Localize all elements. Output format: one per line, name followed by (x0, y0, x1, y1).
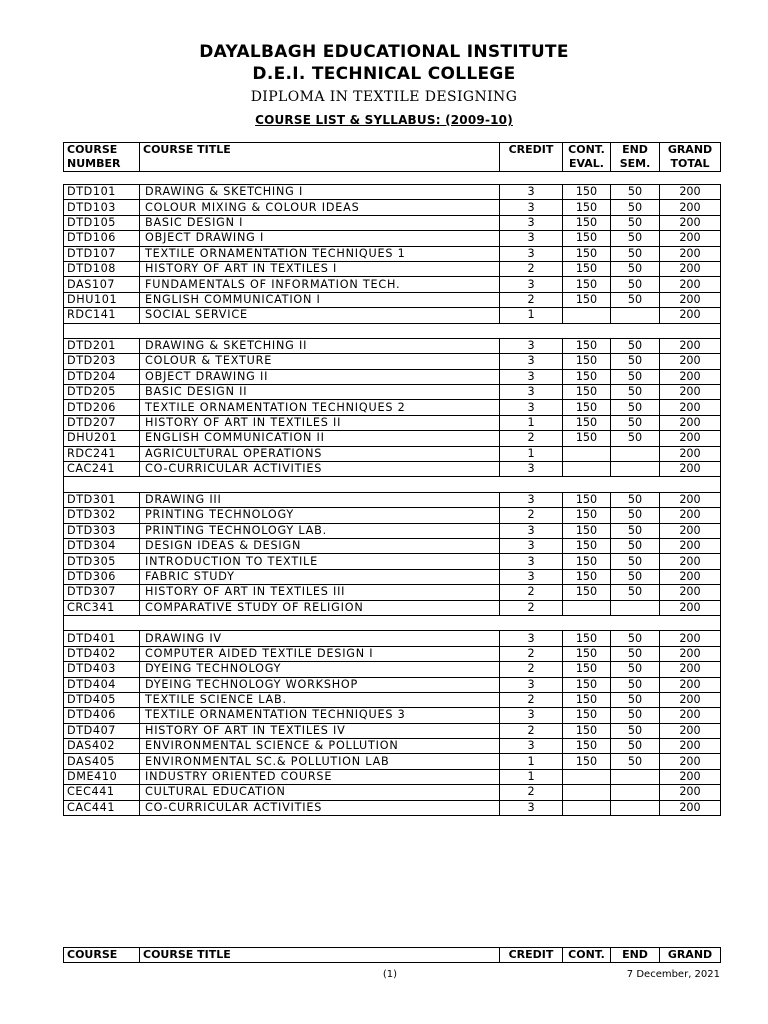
course-code: DTD307 (64, 585, 140, 600)
course-end-sem: 50 (611, 415, 660, 430)
course-end-sem: 50 (611, 662, 660, 677)
course-end-sem (611, 785, 660, 800)
page-number: (1) (382, 969, 398, 980)
course-cont-eval: 150 (563, 739, 611, 754)
course-end-sem: 50 (611, 354, 660, 369)
col-credit: CREDIT (500, 143, 563, 172)
course-credit: 3 (500, 246, 563, 261)
course-grand-total: 200 (660, 231, 721, 246)
table-row (64, 723, 721, 738)
course-end-sem: 50 (611, 292, 660, 307)
table-row (64, 369, 721, 384)
course-end-sem: 50 (611, 708, 660, 723)
course-credit: 1 (500, 415, 563, 430)
course-cont-eval: 150 (563, 692, 611, 707)
table-row (64, 185, 721, 200)
course-title: PRINTING TECHNOLOGY (140, 508, 500, 523)
course-cont-eval: 150 (563, 708, 611, 723)
column-header-row (64, 143, 721, 172)
course-credit: 3 (500, 338, 563, 353)
course-end-sem: 50 (611, 554, 660, 569)
course-cont-eval: 150 (563, 569, 611, 584)
course-title: HISTORY OF ART IN TEXTILES IV (140, 723, 500, 738)
course-title: TEXTILE SCIENCE LAB. (140, 692, 500, 707)
course-end-sem: 50 (611, 538, 660, 553)
course-grand-total: 200 (660, 646, 721, 661)
table-row (64, 769, 721, 784)
course-cont-eval: 150 (563, 185, 611, 200)
course-title: COMPARATIVE STUDY OF RELIGION (140, 600, 500, 615)
table-row (64, 215, 721, 230)
table-row (64, 554, 721, 569)
course-grand-total: 200 (660, 554, 721, 569)
course-credit: 2 (500, 646, 563, 661)
course-grand-total: 200 (660, 292, 721, 307)
course-cont-eval: 150 (563, 246, 611, 261)
col-cont-eval: CONT. EVAL. (563, 143, 611, 172)
course-credit: 3 (500, 708, 563, 723)
course-credit: 3 (500, 369, 563, 384)
course-credit: 3 (500, 523, 563, 538)
course-grand-total: 200 (660, 569, 721, 584)
course-credit: 3 (500, 492, 563, 507)
course-credit: 2 (500, 585, 563, 600)
course-title: HISTORY OF ART IN TEXTILES II (140, 415, 500, 430)
table-row (64, 292, 721, 307)
table-row (64, 523, 721, 538)
table-row (64, 462, 721, 477)
course-title: HISTORY OF ART IN TEXTILES I (140, 261, 500, 276)
table-row (64, 538, 721, 553)
course-cont-eval: 150 (563, 538, 611, 553)
course-grand-total: 200 (660, 261, 721, 276)
table-row (64, 492, 721, 507)
course-code: DTD404 (64, 677, 140, 692)
course-code: DTD402 (64, 646, 140, 661)
course-grand-total: 200 (660, 338, 721, 353)
course-cont-eval (563, 769, 611, 784)
course-cont-eval: 150 (563, 277, 611, 292)
course-cont-eval: 150 (563, 231, 611, 246)
table-row (64, 338, 721, 353)
course-end-sem: 50 (611, 400, 660, 415)
course-grand-total: 200 (660, 277, 721, 292)
course-title: DRAWING III (140, 492, 500, 507)
course-title: DRAWING IV (140, 631, 500, 646)
table-row (64, 785, 721, 800)
course-title: COLOUR MIXING & COLOUR IDEAS (140, 200, 500, 215)
next-col-end: END (611, 948, 660, 963)
course-end-sem: 50 (611, 754, 660, 769)
course-cont-eval: 150 (563, 585, 611, 600)
table-row (64, 677, 721, 692)
course-cont-eval: 150 (563, 369, 611, 384)
next-col-cont: CONT. (563, 948, 611, 963)
table-row (64, 739, 721, 754)
course-code: DTD304 (64, 538, 140, 553)
course-end-sem (611, 308, 660, 323)
table-row (64, 277, 721, 292)
course-title: COMPUTER AIDED TEXTILE DESIGN I (140, 646, 500, 661)
course-cont-eval: 150 (563, 200, 611, 215)
next-page-header-row (64, 948, 721, 963)
course-cont-eval: 150 (563, 646, 611, 661)
course-title: ENVIRONMENTAL SC.& POLLUTION LAB (140, 754, 500, 769)
course-title: DYEING TECHNOLOGY (140, 662, 500, 677)
document-subtitle: COURSE LIST & SYLLABUS: (2009-10) (255, 113, 513, 127)
course-title: DYEING TECHNOLOGY WORKSHOP (140, 677, 500, 692)
course-grand-total: 200 (660, 692, 721, 707)
course-cont-eval: 150 (563, 492, 611, 507)
course-code: DTD206 (64, 400, 140, 415)
table-row (64, 662, 721, 677)
course-grand-total: 200 (660, 754, 721, 769)
course-grand-total: 200 (660, 585, 721, 600)
course-credit: 3 (500, 385, 563, 400)
next-col-grand: GRAND (660, 948, 721, 963)
course-credit: 3 (500, 215, 563, 230)
course-title: FABRIC STUDY (140, 569, 500, 584)
institute-name: DAYALBAGH EDUCATIONAL INSTITUTE (199, 42, 569, 62)
course-code: DTD403 (64, 662, 140, 677)
table-row (64, 646, 721, 661)
course-cont-eval: 150 (563, 631, 611, 646)
course-grand-total: 200 (660, 523, 721, 538)
table-row (64, 508, 721, 523)
course-cont-eval: 150 (563, 385, 611, 400)
course-cont-eval (563, 462, 611, 477)
course-cont-eval: 150 (563, 261, 611, 276)
course-end-sem: 50 (611, 185, 660, 200)
course-credit: 1 (500, 308, 563, 323)
course-grand-total: 200 (660, 769, 721, 784)
course-grand-total: 200 (660, 200, 721, 215)
course-code: DTD201 (64, 338, 140, 353)
table-row (64, 708, 721, 723)
course-code: DTD302 (64, 508, 140, 523)
course-end-sem: 50 (611, 261, 660, 276)
course-cont-eval: 150 (563, 508, 611, 523)
course-end-sem: 50 (611, 631, 660, 646)
next-col-course-title: COURSE TITLE (140, 948, 500, 963)
course-code: CAC241 (64, 462, 140, 477)
course-cont-eval: 150 (563, 754, 611, 769)
table-row (64, 631, 721, 646)
course-credit: 3 (500, 231, 563, 246)
course-title: ENGLISH COMMUNICATION I (140, 292, 500, 307)
course-grand-total: 200 (660, 369, 721, 384)
course-credit: 3 (500, 569, 563, 584)
course-credit: 3 (500, 354, 563, 369)
course-title: TEXTILE ORNAMENTATION TECHNIQUES 2 (140, 400, 500, 415)
course-code: DAS405 (64, 754, 140, 769)
course-title: FUNDAMENTALS OF INFORMATION TECH. (140, 277, 500, 292)
course-code: DTD106 (64, 231, 140, 246)
course-credit: 2 (500, 662, 563, 677)
course-cont-eval (563, 800, 611, 815)
course-title: ENVIRONMENTAL SCIENCE & POLLUTION (140, 739, 500, 754)
course-code: DTD407 (64, 723, 140, 738)
course-code: DTD205 (64, 385, 140, 400)
course-code: DHU201 (64, 431, 140, 446)
course-end-sem (611, 800, 660, 815)
course-credit: 3 (500, 631, 563, 646)
course-end-sem (611, 769, 660, 784)
course-grand-total: 200 (660, 431, 721, 446)
course-title: HISTORY OF ART IN TEXTILES III (140, 585, 500, 600)
table-row (64, 446, 721, 461)
col-course-number: COURSE NUMBER (64, 143, 140, 172)
course-credit: 3 (500, 277, 563, 292)
course-code: DTD306 (64, 569, 140, 584)
course-code: DTD405 (64, 692, 140, 707)
program-title: DIPLOMA IN TEXTILE DESIGNING (250, 89, 518, 105)
course-end-sem: 50 (611, 692, 660, 707)
next-col-credit: CREDIT (500, 948, 563, 963)
course-credit: 2 (500, 261, 563, 276)
separator-cell (64, 323, 721, 338)
course-end-sem: 50 (611, 338, 660, 353)
course-end-sem: 50 (611, 569, 660, 584)
course-title: DESIGN IDEAS & DESIGN (140, 538, 500, 553)
course-code: DTD203 (64, 354, 140, 369)
col-course-title: COURSE TITLE (140, 143, 500, 172)
course-end-sem: 50 (611, 369, 660, 384)
course-code: DAS402 (64, 739, 140, 754)
course-credit: 3 (500, 800, 563, 815)
column-header-table (63, 142, 721, 172)
course-credit: 3 (500, 677, 563, 692)
course-cont-eval (563, 785, 611, 800)
course-code: RDC141 (64, 308, 140, 323)
course-grand-total: 200 (660, 538, 721, 553)
semester-separator-row (64, 323, 721, 338)
course-grand-total: 200 (660, 739, 721, 754)
course-end-sem: 50 (611, 677, 660, 692)
course-cont-eval: 150 (563, 431, 611, 446)
table-row (64, 246, 721, 261)
course-cont-eval: 150 (563, 523, 611, 538)
course-title: AGRICULTURAL OPERATIONS (140, 446, 500, 461)
course-end-sem: 50 (611, 385, 660, 400)
course-title: BASIC DESIGN I (140, 215, 500, 230)
course-cont-eval: 150 (563, 415, 611, 430)
next-col-course-number: COURSE (64, 948, 140, 963)
course-cont-eval: 150 (563, 354, 611, 369)
course-end-sem: 50 (611, 431, 660, 446)
course-end-sem (611, 600, 660, 615)
course-title: INTRODUCTION TO TEXTILE (140, 554, 500, 569)
semester-separator-row (64, 477, 721, 492)
course-grand-total: 200 (660, 308, 721, 323)
course-cont-eval: 150 (563, 662, 611, 677)
course-grand-total: 200 (660, 785, 721, 800)
course-title: CULTURAL EDUCATION (140, 785, 500, 800)
course-grand-total: 200 (660, 677, 721, 692)
course-cont-eval: 150 (563, 215, 611, 230)
course-credit: 3 (500, 200, 563, 215)
course-credit: 3 (500, 185, 563, 200)
course-title: SOCIAL SERVICE (140, 308, 500, 323)
course-end-sem: 50 (611, 215, 660, 230)
course-title: COLOUR & TEXTURE (140, 354, 500, 369)
table-row (64, 600, 721, 615)
course-end-sem (611, 446, 660, 461)
course-cont-eval (563, 600, 611, 615)
table-row (64, 200, 721, 215)
course-end-sem: 50 (611, 277, 660, 292)
course-grand-total: 200 (660, 185, 721, 200)
course-table-body (64, 185, 721, 816)
course-grand-total: 200 (660, 354, 721, 369)
course-code: DTD103 (64, 200, 140, 215)
course-code: CRC341 (64, 600, 140, 615)
course-grand-total: 200 (660, 662, 721, 677)
course-code: RDC241 (64, 446, 140, 461)
course-code: DHU101 (64, 292, 140, 307)
course-table (63, 184, 721, 816)
course-credit: 2 (500, 723, 563, 738)
course-code: DTD301 (64, 492, 140, 507)
course-credit: 2 (500, 785, 563, 800)
course-grand-total: 200 (660, 462, 721, 477)
course-credit: 3 (500, 554, 563, 569)
course-code: CAC441 (64, 800, 140, 815)
col-end-sem: END SEM. (611, 143, 660, 172)
table-row (64, 400, 721, 415)
table-row (64, 415, 721, 430)
course-end-sem: 50 (611, 231, 660, 246)
course-end-sem: 50 (611, 723, 660, 738)
course-code: DME410 (64, 769, 140, 784)
course-cont-eval (563, 446, 611, 461)
course-code: DTD204 (64, 369, 140, 384)
course-end-sem: 50 (611, 508, 660, 523)
course-credit: 3 (500, 538, 563, 553)
course-code: DTD406 (64, 708, 140, 723)
course-cont-eval: 150 (563, 400, 611, 415)
course-title: INDUSTRY ORIENTED COURSE (140, 769, 500, 784)
footer-date: 7 December, 2021 (626, 969, 720, 980)
course-cont-eval: 150 (563, 723, 611, 738)
course-grand-total: 200 (660, 800, 721, 815)
course-title: DRAWING & SKETCHING II (140, 338, 500, 353)
course-credit: 2 (500, 600, 563, 615)
course-code: DTD207 (64, 415, 140, 430)
separator-cell (64, 477, 721, 492)
course-grand-total: 200 (660, 723, 721, 738)
course-grand-total: 200 (660, 708, 721, 723)
table-row (64, 754, 721, 769)
course-cont-eval: 150 (563, 292, 611, 307)
course-code: DTD108 (64, 261, 140, 276)
course-end-sem: 50 (611, 739, 660, 754)
course-cont-eval: 150 (563, 554, 611, 569)
course-credit: 2 (500, 431, 563, 446)
course-code: CEC441 (64, 785, 140, 800)
course-title: CO-CURRICULAR ACTIVITIES (140, 800, 500, 815)
college-name: D.E.I. TECHNICAL COLLEGE (252, 64, 516, 84)
course-credit: 3 (500, 739, 563, 754)
course-credit: 3 (500, 400, 563, 415)
course-end-sem: 50 (611, 200, 660, 215)
table-row (64, 385, 721, 400)
course-credit: 2 (500, 692, 563, 707)
course-credit: 1 (500, 769, 563, 784)
course-end-sem: 50 (611, 523, 660, 538)
course-title: OBJECT DRAWING I (140, 231, 500, 246)
course-grand-total: 200 (660, 446, 721, 461)
course-grand-total: 200 (660, 246, 721, 261)
course-grand-total: 200 (660, 215, 721, 230)
course-title: ENGLISH COMMUNICATION II (140, 431, 500, 446)
course-credit: 3 (500, 462, 563, 477)
course-grand-total: 200 (660, 385, 721, 400)
course-title: TEXTILE ORNAMENTATION TECHNIQUES 1 (140, 246, 500, 261)
course-grand-total: 200 (660, 415, 721, 430)
course-code: DTD303 (64, 523, 140, 538)
course-end-sem: 50 (611, 646, 660, 661)
col-grand-total: GRAND TOTAL (660, 143, 721, 172)
table-row (64, 308, 721, 323)
course-grand-total: 200 (660, 400, 721, 415)
next-page-header-table (63, 947, 721, 963)
course-title: CO-CURRICULAR ACTIVITIES (140, 462, 500, 477)
table-row (64, 800, 721, 815)
course-end-sem: 50 (611, 585, 660, 600)
course-code: DTD105 (64, 215, 140, 230)
course-cont-eval (563, 308, 611, 323)
course-code: DTD107 (64, 246, 140, 261)
course-credit: 1 (500, 446, 563, 461)
semester-separator-row (64, 615, 721, 630)
course-end-sem (611, 462, 660, 477)
course-code: DTD401 (64, 631, 140, 646)
course-end-sem: 50 (611, 492, 660, 507)
course-credit: 2 (500, 292, 563, 307)
course-grand-total: 200 (660, 508, 721, 523)
table-row (64, 431, 721, 446)
course-cont-eval: 150 (563, 338, 611, 353)
separator-cell (64, 615, 721, 630)
table-row (64, 569, 721, 584)
course-grand-total: 200 (660, 631, 721, 646)
course-code: DTD305 (64, 554, 140, 569)
course-title: TEXTILE ORNAMENTATION TECHNIQUES 3 (140, 708, 500, 723)
table-row (64, 231, 721, 246)
course-title: PRINTING TECHNOLOGY LAB. (140, 523, 500, 538)
course-code: DTD101 (64, 185, 140, 200)
course-grand-total: 200 (660, 492, 721, 507)
table-row (64, 354, 721, 369)
course-credit: 1 (500, 754, 563, 769)
course-grand-total: 200 (660, 600, 721, 615)
table-row (64, 261, 721, 276)
table-row (64, 692, 721, 707)
course-end-sem: 50 (611, 246, 660, 261)
course-credit: 2 (500, 508, 563, 523)
course-cont-eval: 150 (563, 677, 611, 692)
course-code: DAS107 (64, 277, 140, 292)
course-title: OBJECT DRAWING II (140, 369, 500, 384)
course-title: BASIC DESIGN II (140, 385, 500, 400)
course-title: DRAWING & SKETCHING I (140, 185, 500, 200)
table-row (64, 585, 721, 600)
